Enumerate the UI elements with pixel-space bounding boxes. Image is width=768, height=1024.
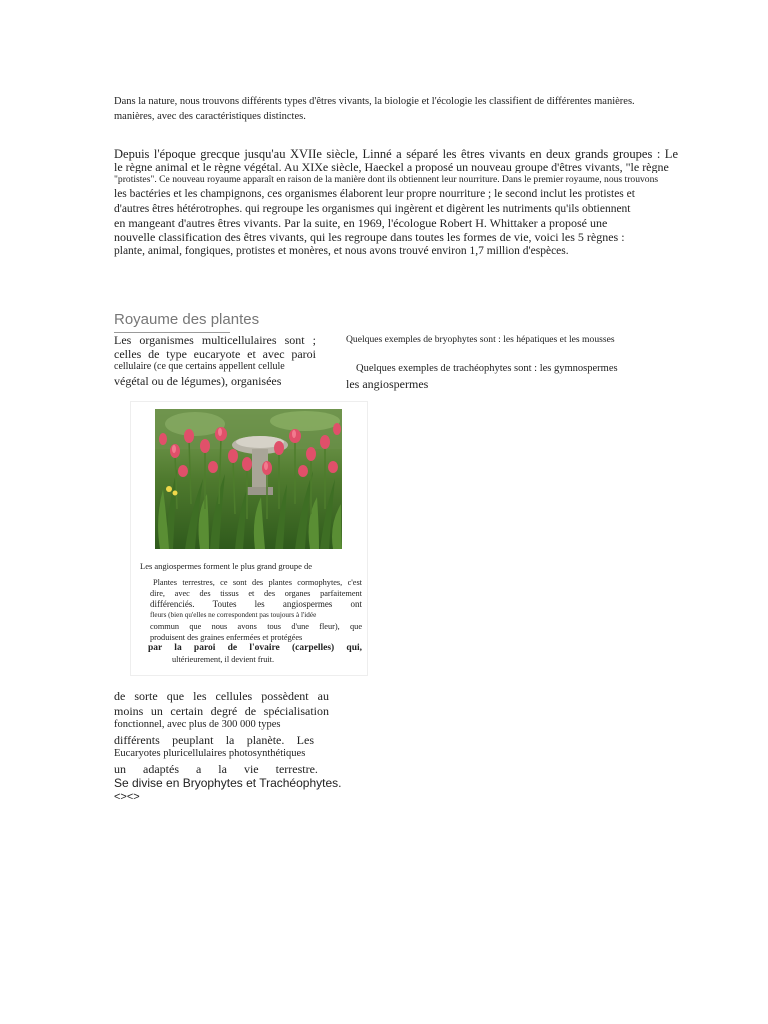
caption-line: différenciés. Toutes les angiospermes ont bbox=[150, 599, 362, 609]
section-left-line: Les organismes multicellulaires sont ; bbox=[114, 333, 316, 347]
section-left-line: végétal ou de légumes), organisées bbox=[114, 374, 282, 388]
section-left-line: celles de type eucaryote et avec paroi bbox=[114, 347, 316, 361]
bottom-line: Se divise en Bryophytes et Trachéophytes. bbox=[114, 776, 342, 790]
history-line: les bactéries et les champignons, ces organismes élaborent leur propre nourriture ; le second inclut les protistes et bbox=[114, 188, 635, 200]
bryophytes-examples: Quelques exemples de bryophytes sont : les hépatiques et les mousses bbox=[346, 334, 615, 345]
bottom-line: de sorte que les cellules possèdent au bbox=[114, 689, 329, 703]
tulip-garden-photo bbox=[155, 409, 342, 549]
section-left-text bbox=[114, 333, 316, 389]
caption-line: commun que nous avons tous d'une fleur), que bbox=[150, 622, 362, 631]
bottom-line: <><> bbox=[114, 790, 140, 803]
history-line: en mangeant d'autres êtres vivants. Par la suite, en 1969, l'écologue Robert H. Whittaker a proposé une bbox=[114, 216, 608, 230]
figure-caption-heading: Les angiospermes forment le plus grand groupe de bbox=[140, 561, 313, 571]
caption-line: par la paroi de l'ovaire (carpelles) qui, bbox=[148, 643, 362, 653]
angiosperms-label: les angiospermes bbox=[346, 377, 429, 391]
caption-line: dire, avec des tissus et des organes parfaitement bbox=[150, 589, 362, 598]
history-line: le règne animal et le règne végétal. Au XIXe siècle, Haeckel a proposé un nouveau groupe d'êtres vivants, "le règne bbox=[114, 161, 669, 173]
bottom-line: fonctionnel, avec plus de 300 000 types bbox=[114, 719, 281, 730]
caption-line: fleurs (bien qu'elles ne correspondent pas toujours à l'idée bbox=[150, 611, 317, 619]
intro-paragraph bbox=[114, 94, 674, 124]
history-line: Depuis l'époque grecque jusqu'au XVIIe siècle, Linné a séparé les êtres vivants en deux grands groupes : Le bbox=[114, 148, 678, 161]
figure-caption-body bbox=[150, 577, 362, 665]
history-line: nouvelle classification des êtres vivants, qui les regroupe dans toutes les formes de vie, voici les 5 règnes : bbox=[114, 230, 625, 244]
tracheophytes-examples: Quelques exemples de trachéophytes sont : les gymnospermes bbox=[356, 363, 618, 374]
bottom-paragraph bbox=[114, 689, 342, 803]
history-line: "protistes". Ce nouveau royaume apparaît en raison de la manière dont ils obtiennent leur nourriture. Dans le premier royaume, nous trouvons bbox=[114, 174, 659, 185]
caption-line: Plantes terrestres, ce sont des plantes cormophytes, c'est bbox=[153, 578, 362, 587]
bottom-line: différents peuplant la planète. Les bbox=[114, 732, 314, 747]
history-line: d'autres êtres hétérotrophes. qui regroupe les organismes qui ingèrent et digèrent les nutriments qu'ils obtiennent bbox=[114, 203, 631, 215]
section-left-line: cellulaire (ce que certains appellent cellule bbox=[114, 361, 285, 372]
section-title: Royaume des plantes bbox=[114, 311, 260, 328]
intro-line: manières, avec des caractéristiques distinctes. bbox=[114, 111, 306, 122]
history-paragraph bbox=[114, 148, 678, 258]
caption-line: ultérieurement, il devient fruit. bbox=[172, 655, 275, 664]
bottom-line: moins un certain degré de spécialisation bbox=[114, 703, 329, 718]
bottom-line: Eucaryotes pluricellulaires photosynthétiques bbox=[114, 748, 306, 759]
caption-line: produisent des graines enfermées et protégées bbox=[150, 633, 303, 642]
intro-line: Dans la nature, nous trouvons différents types d'êtres vivants, la biologie et l'écologie les classifient de différentes manières. bbox=[114, 96, 635, 107]
history-line: plante, animal, fongiques, protistes et monères, et nous avons trouvé environ 1,7 million d'espèces. bbox=[114, 245, 569, 257]
bottom-line: un adaptés a la vie terrestre. bbox=[114, 761, 318, 776]
